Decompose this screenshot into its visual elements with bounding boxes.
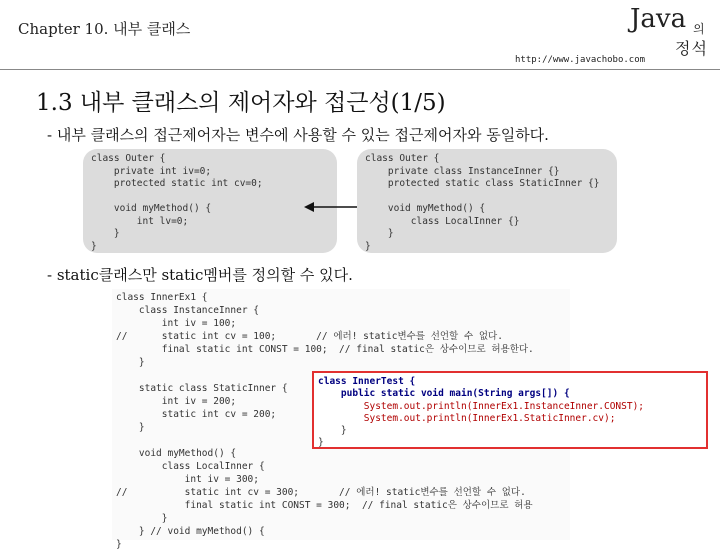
code-line: class LocalInner {: [116, 461, 265, 472]
innertest-code-box: [312, 371, 708, 449]
code-line: class LocalInner {}: [365, 215, 520, 227]
code-line: // static int cv = 100; // 에러! static변수를 선언할 수 없다.: [116, 331, 503, 342]
code-line: }: [365, 228, 394, 239]
bullet-access-modifiers: - 내부 클래스의 접근제어자는 변수에 사용할 수 있는 접근제어자와 동일하다.: [47, 126, 549, 144]
code-line: void myMethod() {: [116, 448, 237, 459]
code-line: class Outer {: [365, 153, 440, 164]
code-line: }: [116, 357, 145, 368]
code-line: static class StaticInner {: [116, 383, 288, 394]
site-url[interactable]: http://www.javachobo.com: [515, 55, 646, 65]
code-line: static int cv = 200;: [116, 409, 277, 420]
chapter-title: Chapter 10. 내부 클래스: [18, 20, 191, 38]
code-line: protected static int cv=0;: [91, 178, 263, 189]
code-line: class Outer {: [91, 153, 166, 164]
brand-java: Java: [630, 4, 687, 34]
code-line: class InnerTest {: [318, 376, 416, 387]
code-line: System.out.println(InnerEx1.StaticInner.cv);: [318, 412, 616, 424]
code-line: }: [318, 437, 324, 449]
code-line: protected static class StaticInner {}: [365, 178, 600, 189]
outer-inner-classes-code: [357, 149, 617, 253]
code-line: }: [91, 240, 97, 252]
code-line: } // void myMethod() {: [116, 526, 265, 537]
code-line: int iv = 200;: [116, 396, 237, 407]
code-line: void myMethod() {: [365, 203, 486, 214]
code-line: final static int CONST = 300; // final static은 상수이므로 허용: [116, 500, 533, 511]
code-line: }: [116, 422, 145, 433]
outer-variables-code: [83, 149, 337, 253]
brand-ui: 의: [693, 22, 705, 36]
code-line: System.out.println(InnerEx1.InstanceInner.CONST);: [318, 400, 645, 412]
code-line: private int iv=0;: [91, 165, 212, 177]
code-line: }: [365, 240, 371, 252]
code-line: class InstanceInner {: [116, 305, 259, 316]
bullet-static-members: - static클래스만 static멤버를 정의할 수 있다.: [47, 266, 353, 284]
code-line: }: [116, 513, 168, 524]
code-line: [365, 191, 609, 204]
code-line: class InnerEx1 {: [116, 292, 208, 303]
code-line: int lv=0;: [91, 215, 189, 227]
code-line: int iv = 100;: [116, 318, 237, 329]
header-divider: [0, 69, 720, 70]
code-line: // static int cv = 300; // 에러! static변수를 선언할 수 없다.: [116, 487, 526, 498]
code-line: }: [318, 425, 347, 437]
code-line: final static int CONST = 100; // final static은 상수이므로 허용한다.: [116, 344, 534, 355]
code-line: private class InstanceInner {}: [365, 165, 560, 177]
code-line: [91, 191, 329, 204]
code-line: int iv = 300;: [116, 474, 259, 485]
code-line: void myMethod() {: [91, 203, 212, 214]
brand-jeongseok: 정석: [675, 39, 708, 58]
code-line: public static void main(String args[]) {: [318, 388, 570, 400]
slide-title: 1.3 내부 클래스의 제어자와 접근성(1/5): [36, 90, 446, 116]
code-line: }: [91, 228, 120, 239]
code-line: }: [116, 539, 122, 550]
